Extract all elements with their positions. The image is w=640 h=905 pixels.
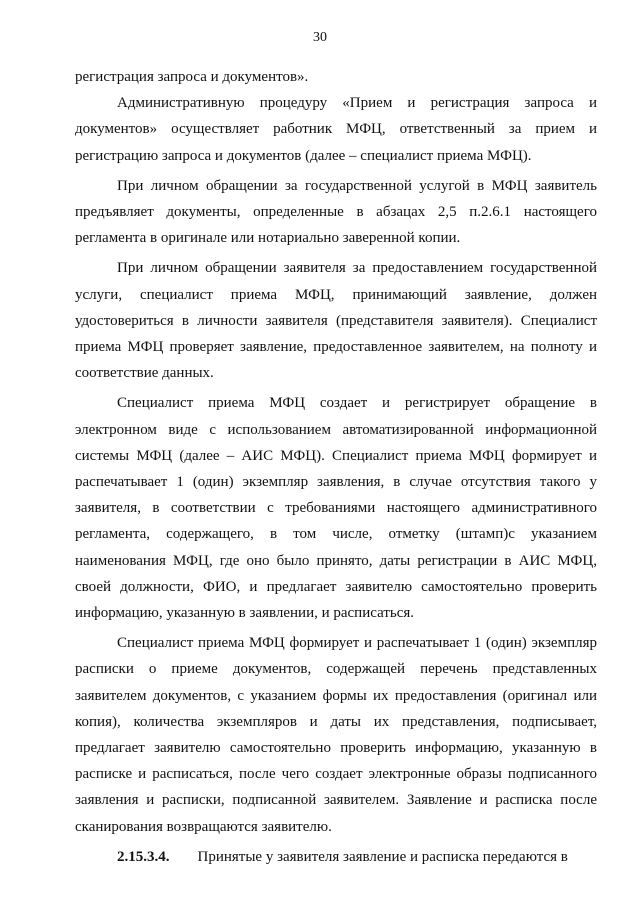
paragraph-receipt: Специалист приема МФЦ формирует и распечатывает 1 (один) экземпляр расписки о приеме документов, содержащей перечень представленных заявителем документов, с указанием формы их предоставления (оригинал или копия), количества экземпляров и даты их представления, подписывает, предлагает заявителю самостоятельно проверить информацию, указанную в расписке и расписаться, после чего создает электронные образы подписанного заявления и расписки, подписанной заявителем. Заявление и расписка после сканирования возвращаются заявителю. [75, 635, 597, 835]
item-text: Принятые у заявителя заявление и расписка передаются в [197, 848, 568, 865]
paragraph-continuation: регистрация запроса и документов». [75, 69, 309, 85]
document-body [75, 64, 597, 870]
numbered-item [75, 844, 597, 870]
paragraph-identity-check: При личном обращении заявителя за предоставлением государственной услуги, специалист приема МФЦ, принимающий заявление, должен удостовериться в личности заявителя (представителя заявителя). Специалист приема МФЦ проверяет заявление, предоставленное заявителем, на полноту и соответствие данных. [75, 260, 597, 382]
paragraph-registration: Специалист приема МФЦ создает и регистрирует обращение в электронном виде с использованием автоматизированной информационной системы МФЦ (далее – АИС МФЦ). Специалист приема МФЦ формирует и распечатывает 1 (один) экземпляр заявления, в случае отсутствия такого у заявителя, в соответствии с требованиями настоящего административного регламента, содержащего, в том числе, отметку (штамп)с указанием наименования МФЦ, где оно было принято, даты регистрации в АИС МФЦ, своей должности, ФИО, и предлагает заявителю самостоятельно проверить информацию, указанную в заявлении, и расписаться. [75, 395, 597, 622]
paragraph-personal-request: При личном обращении за государственной услугой в МФЦ заявитель предъявляет документы, определенные в абзацах 2,5 п.2.6.1 настоящего регламента в оригинале или нотариально заверенной копии. [75, 177, 597, 247]
paragraph-procedure-intro: Административную процедуру «Прием и регистрация запроса и документов» осуществляет работник МФЦ, ответственный за прием и регистрацию запроса и документов (далее – специалист приема МФЦ). [75, 95, 597, 164]
item-number: 2.15.3.4. [117, 848, 170, 865]
page-number: 30 [313, 30, 327, 45]
